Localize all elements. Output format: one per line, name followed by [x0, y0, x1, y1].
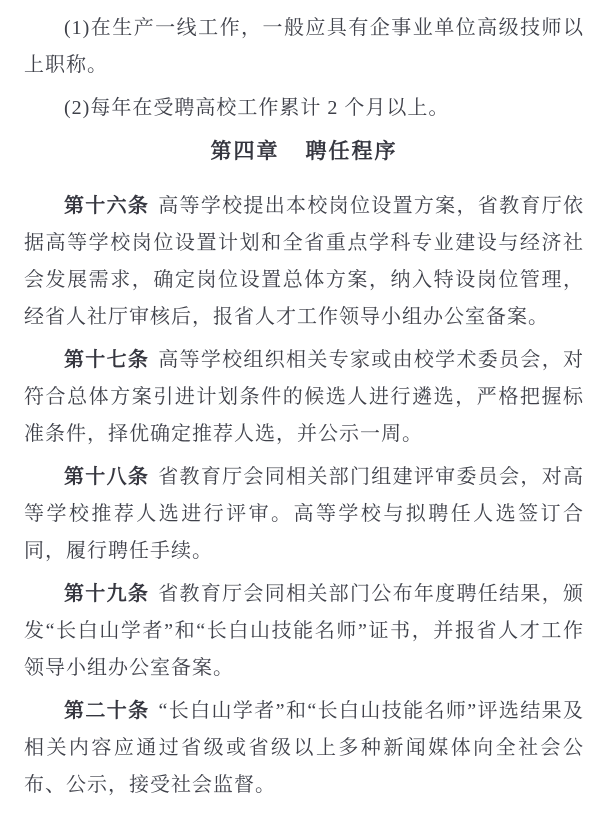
document-body	[24, 10, 584, 804]
article-20	[24, 693, 584, 804]
article-16-text: 高等学校提出本校岗位设置方案，省教育厅依据高等学校岗位设置计划和全省重点学科专业建设与经济社会发展需求，确定岗位设置总体方案，纳入特设岗位管理，经省人社厅审核后，报省人才工作领导小组办公室备案。	[24, 195, 585, 328]
article-18-number: 第十八条	[64, 466, 150, 488]
chapter-number: 第四章	[210, 140, 280, 163]
article-16-number: 第十六条	[64, 195, 150, 217]
chapter-heading	[24, 133, 584, 170]
article-19-text: 省教育厅会同相关部门公布年度聘任结果，颁发“长白山学者”和“长白山技能名师”证书，并报省人才工作领导小组办公室备案。	[24, 583, 585, 679]
chapter-title: 聘任程序	[305, 140, 398, 163]
article-18	[24, 459, 584, 570]
article-19	[24, 576, 584, 687]
article-20-number: 第二十条	[64, 700, 150, 722]
article-20-text: “长白山学者”和“长白山技能名师”评选结果及相关内容应通过省级或省级以上多种新闻媒体向全社会公布、公示，接受社会监督。	[24, 700, 585, 796]
article-18-text: 省教育厅会同相关部门组建评审委员会，对高等学校推荐人选进行评审。高等学校与拟聘任人选签订合同，履行聘任手续。	[24, 466, 585, 562]
article-17-number: 第十七条	[64, 349, 150, 371]
clause-item-2: (2)每年在受聘高校工作累计 2 个月以上。	[64, 97, 450, 119]
article-16	[24, 188, 584, 336]
article-19-number: 第十九条	[64, 583, 150, 605]
article-17	[24, 342, 584, 453]
article-17-text: 高等学校组织相关专家或由校学术委员会，对符合总体方案引进计划条件的候选人进行遴选，严格把握标准条件，择优确定推荐人选，并公示一周。	[24, 349, 585, 445]
clause-item-1: (1)在生产一线工作，一般应具有企事业单位高级技师以上职称。	[24, 17, 584, 76]
